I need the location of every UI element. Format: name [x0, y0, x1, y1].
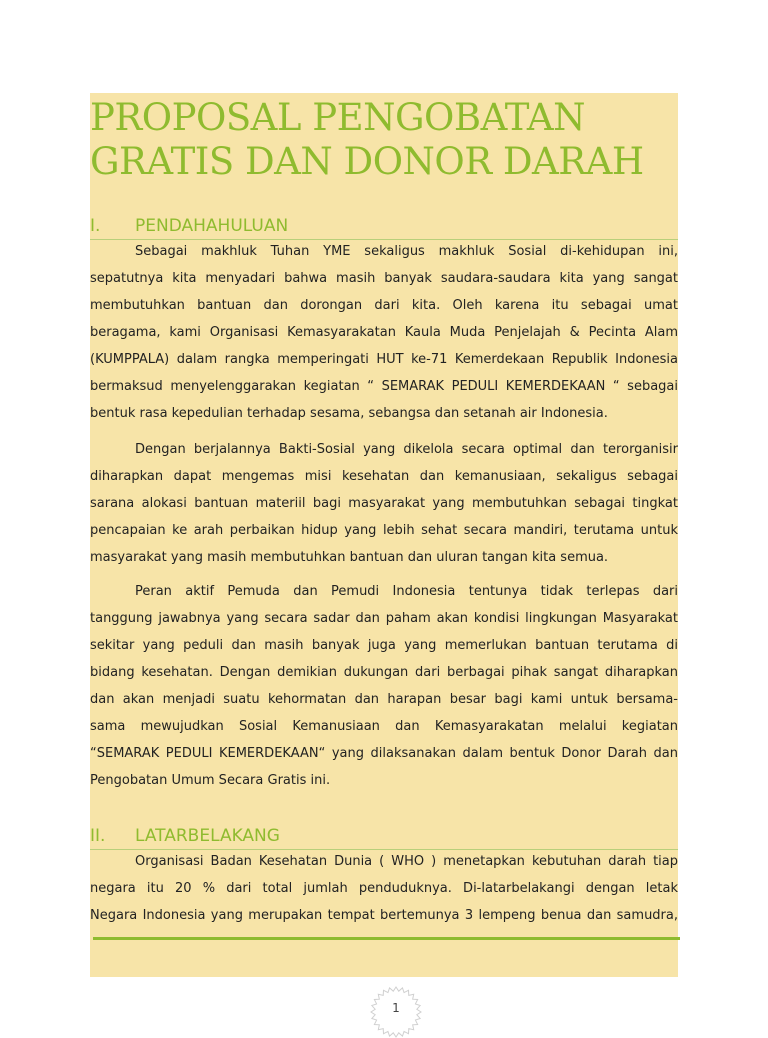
- text-line: sarana alokasi bantuan materiil bagi masyarakat yang membutuhkan sebagai tingkat: [90, 496, 678, 511]
- text-line: sekitar yang peduli dan masih banyak juga yang memerlukan bantuan terutama di: [90, 638, 678, 653]
- section-heading-latarbelakang: [90, 825, 678, 850]
- text-line: tanggung jawabnya yang secara sadar dan paham akan kondisi lingkungan Masyarakat: [90, 611, 678, 626]
- text-line: (KUMPPALA) dalam rangka memperingati HUT ke-71 Kemerdekaan Republik Indonesia: [90, 352, 678, 367]
- text-line: Negara Indonesia yang merupakan tempat bertemunya 3 lempeng benua dan samudra,: [90, 908, 678, 923]
- text-line: Pengobatan Umum Secara Gratis ini.: [90, 773, 331, 788]
- text-line: membutuhkan bantuan dan dorongan dari kita. Oleh karena itu sebagai umat: [90, 298, 678, 313]
- paragraph: [90, 578, 678, 794]
- section-heading-pendahuluan: [90, 215, 678, 240]
- title-line-2: GRATIS DAN DONOR DARAH: [90, 140, 644, 183]
- text-line: Sebagai makhluk Tuhan YME sekaligus makhluk Sosial di-kehidupan ini,: [135, 244, 678, 259]
- text-line: negara itu 20 % dari total jumlah penduduknya. Di-latarbelakangi dengan letak: [90, 881, 678, 896]
- paragraph: [90, 848, 678, 929]
- text-line: bermaksud menyelenggarakan kegiatan “ SEMARAK PEDULI KEMERDEKAAN “ sebagai: [90, 379, 678, 394]
- text-line: diharapkan dapat mengemas misi kesehatan dan kemanusiaan, sekaligus sebagai: [90, 469, 678, 484]
- text-line: dan akan menjadi suatu kehormatan dan harapan besar bagi kami untuk bersama-: [90, 692, 678, 707]
- text-line: sama mewujudkan Sosial Kemanusiaan dan Kemasyarakatan melalui kegiatan: [90, 719, 678, 734]
- section-number: I.: [90, 216, 101, 236]
- text-line: pencapaian ke arah perbaikan hidup yang lebih sehat secara mandiri, terutama untuk: [90, 523, 678, 538]
- section-number: II.: [90, 826, 106, 846]
- text-line: bidang kesehatan. Dengan demikian dukungan dari berbagai pihak sangat diharapkan: [90, 665, 678, 680]
- section-heading-text: LATARBELAKANG: [135, 826, 280, 846]
- footer-divider: [93, 937, 680, 940]
- paragraph: [90, 238, 678, 427]
- text-line: “SEMARAK PEDULI KEMERDEKAAN“ yang dilaksanakan dalam bentuk Donor Darah dan: [90, 746, 678, 761]
- paragraph: [90, 436, 678, 571]
- section-heading-text: PENDAHAHULUAN: [135, 216, 289, 236]
- text-line: bentuk rasa kepedulian terhadap sesama, sebangsa dan setanah air Indonesia.: [90, 406, 608, 421]
- text-line: beragama, kami Organisasi Kemasyarakatan Kaula Muda Penjelajah & Pecinta Alam: [90, 325, 678, 340]
- title-line-1: PROPOSAL PENGOBATAN: [90, 96, 586, 139]
- page-number: 1: [392, 1001, 400, 1015]
- text-line: masyarakat yang masih membutuhkan bantuan dan uluran tangan kita semua.: [90, 550, 609, 565]
- text-line: Organisasi Badan Kesehatan Dunia ( WHO ) menetapkan kebutuhan darah tiap: [135, 854, 678, 869]
- text-line: sepatutnya kita menyadari bahwa masih banyak saudara-saudara kita yang sangat: [90, 271, 678, 286]
- text-line: Dengan berjalannya Bakti-Sosial yang dikelola secara optimal dan terorganisir: [135, 442, 678, 457]
- text-line: Peran aktif Pemuda dan Pemudi Indonesia tentunya tidak terlepas dari: [135, 584, 678, 599]
- document-title: [90, 96, 678, 184]
